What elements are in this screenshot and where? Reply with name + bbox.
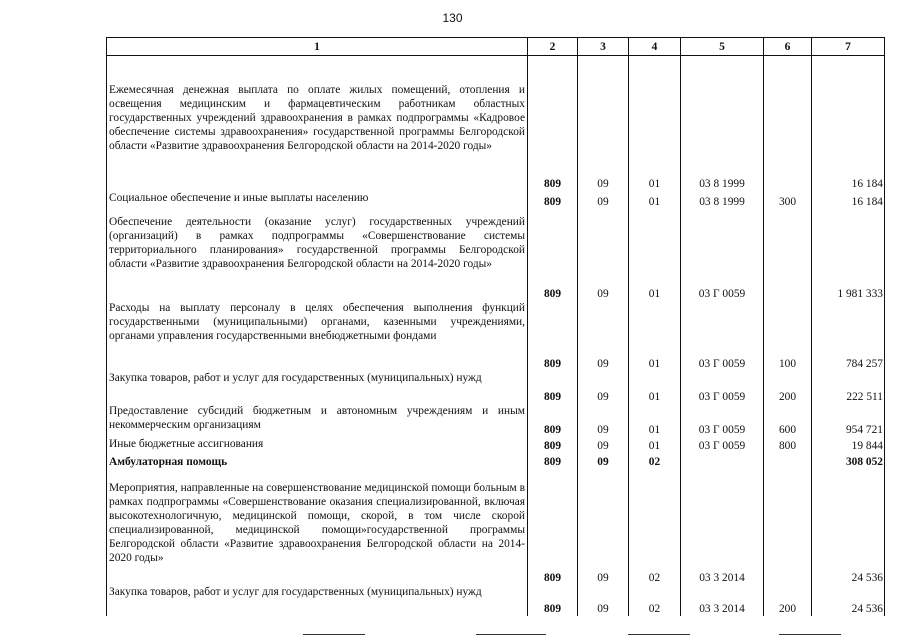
table-row: [107, 437, 885, 453]
header-col-2: 2: [528, 38, 578, 56]
row-ved: 809: [528, 453, 578, 469]
row-csr: 03 Г 0059: [681, 301, 764, 371]
row-sum: 24 536: [812, 585, 885, 616]
row-ved: 809: [528, 404, 578, 437]
row-rz: 09: [578, 404, 629, 437]
row-csr: [681, 453, 764, 469]
row-description: Закупка товаров, работ и услуг для государственных (муниципальных) нужд: [107, 371, 528, 404]
row-vr: 300: [764, 191, 812, 209]
row-description: Социальное обеспечение и иные выплаты населению: [107, 191, 528, 209]
row-csr: 03 Г 0059: [681, 404, 764, 437]
header-col-1: 1: [107, 38, 528, 56]
footer-rule: [303, 634, 365, 635]
table-row: [107, 209, 885, 301]
row-ved: 809: [528, 209, 578, 301]
row-rz: 09: [578, 209, 629, 301]
row-rz: 09: [578, 453, 629, 469]
footer-rule: [476, 634, 546, 635]
header-col-4: 4: [629, 38, 681, 56]
row-vr: [764, 209, 812, 301]
row-rz: 09: [578, 371, 629, 404]
section-title: Амбулаторная помощь: [107, 453, 528, 469]
row-rz: 09: [578, 191, 629, 209]
row-ved: 809: [528, 585, 578, 616]
table-row: [107, 191, 885, 209]
row-vr: [764, 469, 812, 585]
row-ved: 809: [528, 56, 578, 191]
row-pr: 02: [629, 469, 681, 585]
row-csr: 03 3 2014: [681, 585, 764, 616]
footer-rule: [779, 634, 841, 635]
row-pr: 01: [629, 301, 681, 371]
header-col-3: 3: [578, 38, 629, 56]
row-vr: 200: [764, 585, 812, 616]
row-sum: 16 184: [812, 191, 885, 209]
row-description: Ежемесячная денежная выплата по оплате жилых помещений, отопления и освещения медицинским и фармацевтическим работникам областных государственных учреждений здравоохранения в рамках подпрограммы «Кадровое обеспечение системы здравоохранения» государственной программы Белгородской области «Развитие здравоохранения Белгородской области на 2014-2020 годы»: [107, 56, 528, 191]
table-row: [107, 404, 885, 437]
row-rz: 09: [578, 437, 629, 453]
table-row: [107, 585, 885, 616]
table-row: [107, 56, 885, 191]
budget-table: [106, 37, 885, 616]
row-sum: 308 052: [812, 453, 885, 469]
table-header-row: [107, 38, 885, 56]
row-description: Расходы на выплату персоналу в целях обеспечения выполнения функций государственными (муниципальными) органами, казенными учреждениями, органами управления государственными внебюджетными фондами: [107, 301, 528, 371]
row-sum: 954 721: [812, 404, 885, 437]
row-rz: 09: [578, 56, 629, 191]
row-sum: 19 844: [812, 437, 885, 453]
row-ved: 809: [528, 191, 578, 209]
row-pr: 01: [629, 371, 681, 404]
footer-rule: [628, 634, 690, 635]
row-csr: 03 Г 0059: [681, 371, 764, 404]
header-col-6: 6: [764, 38, 812, 56]
row-csr: 03 8 1999: [681, 56, 764, 191]
row-pr: 01: [629, 191, 681, 209]
row-description: Иные бюджетные ассигнования: [107, 437, 528, 453]
row-vr: 800: [764, 437, 812, 453]
row-pr: 02: [629, 453, 681, 469]
row-vr: [764, 56, 812, 191]
row-pr: 01: [629, 209, 681, 301]
row-pr: 01: [629, 56, 681, 191]
row-sum: 222 511: [812, 371, 885, 404]
row-sum: 784 257: [812, 301, 885, 371]
row-pr: 02: [629, 585, 681, 616]
row-rz: 09: [578, 469, 629, 585]
page-number: 130: [442, 11, 463, 25]
row-ved: 809: [528, 437, 578, 453]
table-row: [107, 371, 885, 404]
row-vr: 600: [764, 404, 812, 437]
row-sum: 16 184: [812, 56, 885, 191]
row-description: Предоставление субсидий бюджетным и автономным учреждениям и иным некоммерческим организациям: [107, 404, 528, 437]
row-csr: 03 3 2014: [681, 469, 764, 585]
row-vr: 200: [764, 371, 812, 404]
row-pr: 01: [629, 404, 681, 437]
header-col-7: 7: [812, 38, 885, 56]
row-ved: 809: [528, 469, 578, 585]
row-sum: 24 536: [812, 469, 885, 585]
header-col-5: 5: [681, 38, 764, 56]
table-row: [107, 301, 885, 371]
row-description: Закупка товаров, работ и услуг для государственных (муниципальных) нужд: [107, 585, 528, 616]
row-description: Обеспечение деятельности (оказание услуг) государственных учреждений (организаций) в рамках подпрограммы «Совершенствование системы территориального планирования» государственной программы Белгородской области «Развитие здравоохранения Белгородской области на 2014-2020 годы»: [107, 209, 528, 301]
row-csr: 03 8 1999: [681, 191, 764, 209]
row-ved: 809: [528, 301, 578, 371]
row-description: Мероприятия, направленные на совершенствование медицинской помощи больным в рамках подпрограммы «Совершенствование оказания специализированной, включая высокотехнологичную, медицинской помощи, скорой, в том числе скорой специализированной, медицинской помощи»государственной программы Белгородской области «Развитие здравоохранения Белгородской области на 2014-2020 годы»: [107, 469, 528, 585]
row-ved: 809: [528, 371, 578, 404]
row-rz: 09: [578, 585, 629, 616]
row-rz: 09: [578, 301, 629, 371]
row-vr: [764, 453, 812, 469]
row-vr: 100: [764, 301, 812, 371]
row-csr: 03 Г 0059: [681, 209, 764, 301]
section-row: [107, 453, 885, 469]
table-row: [107, 469, 885, 585]
row-sum: 1 981 333: [812, 209, 885, 301]
row-csr: 03 Г 0059: [681, 437, 764, 453]
row-pr: 01: [629, 437, 681, 453]
